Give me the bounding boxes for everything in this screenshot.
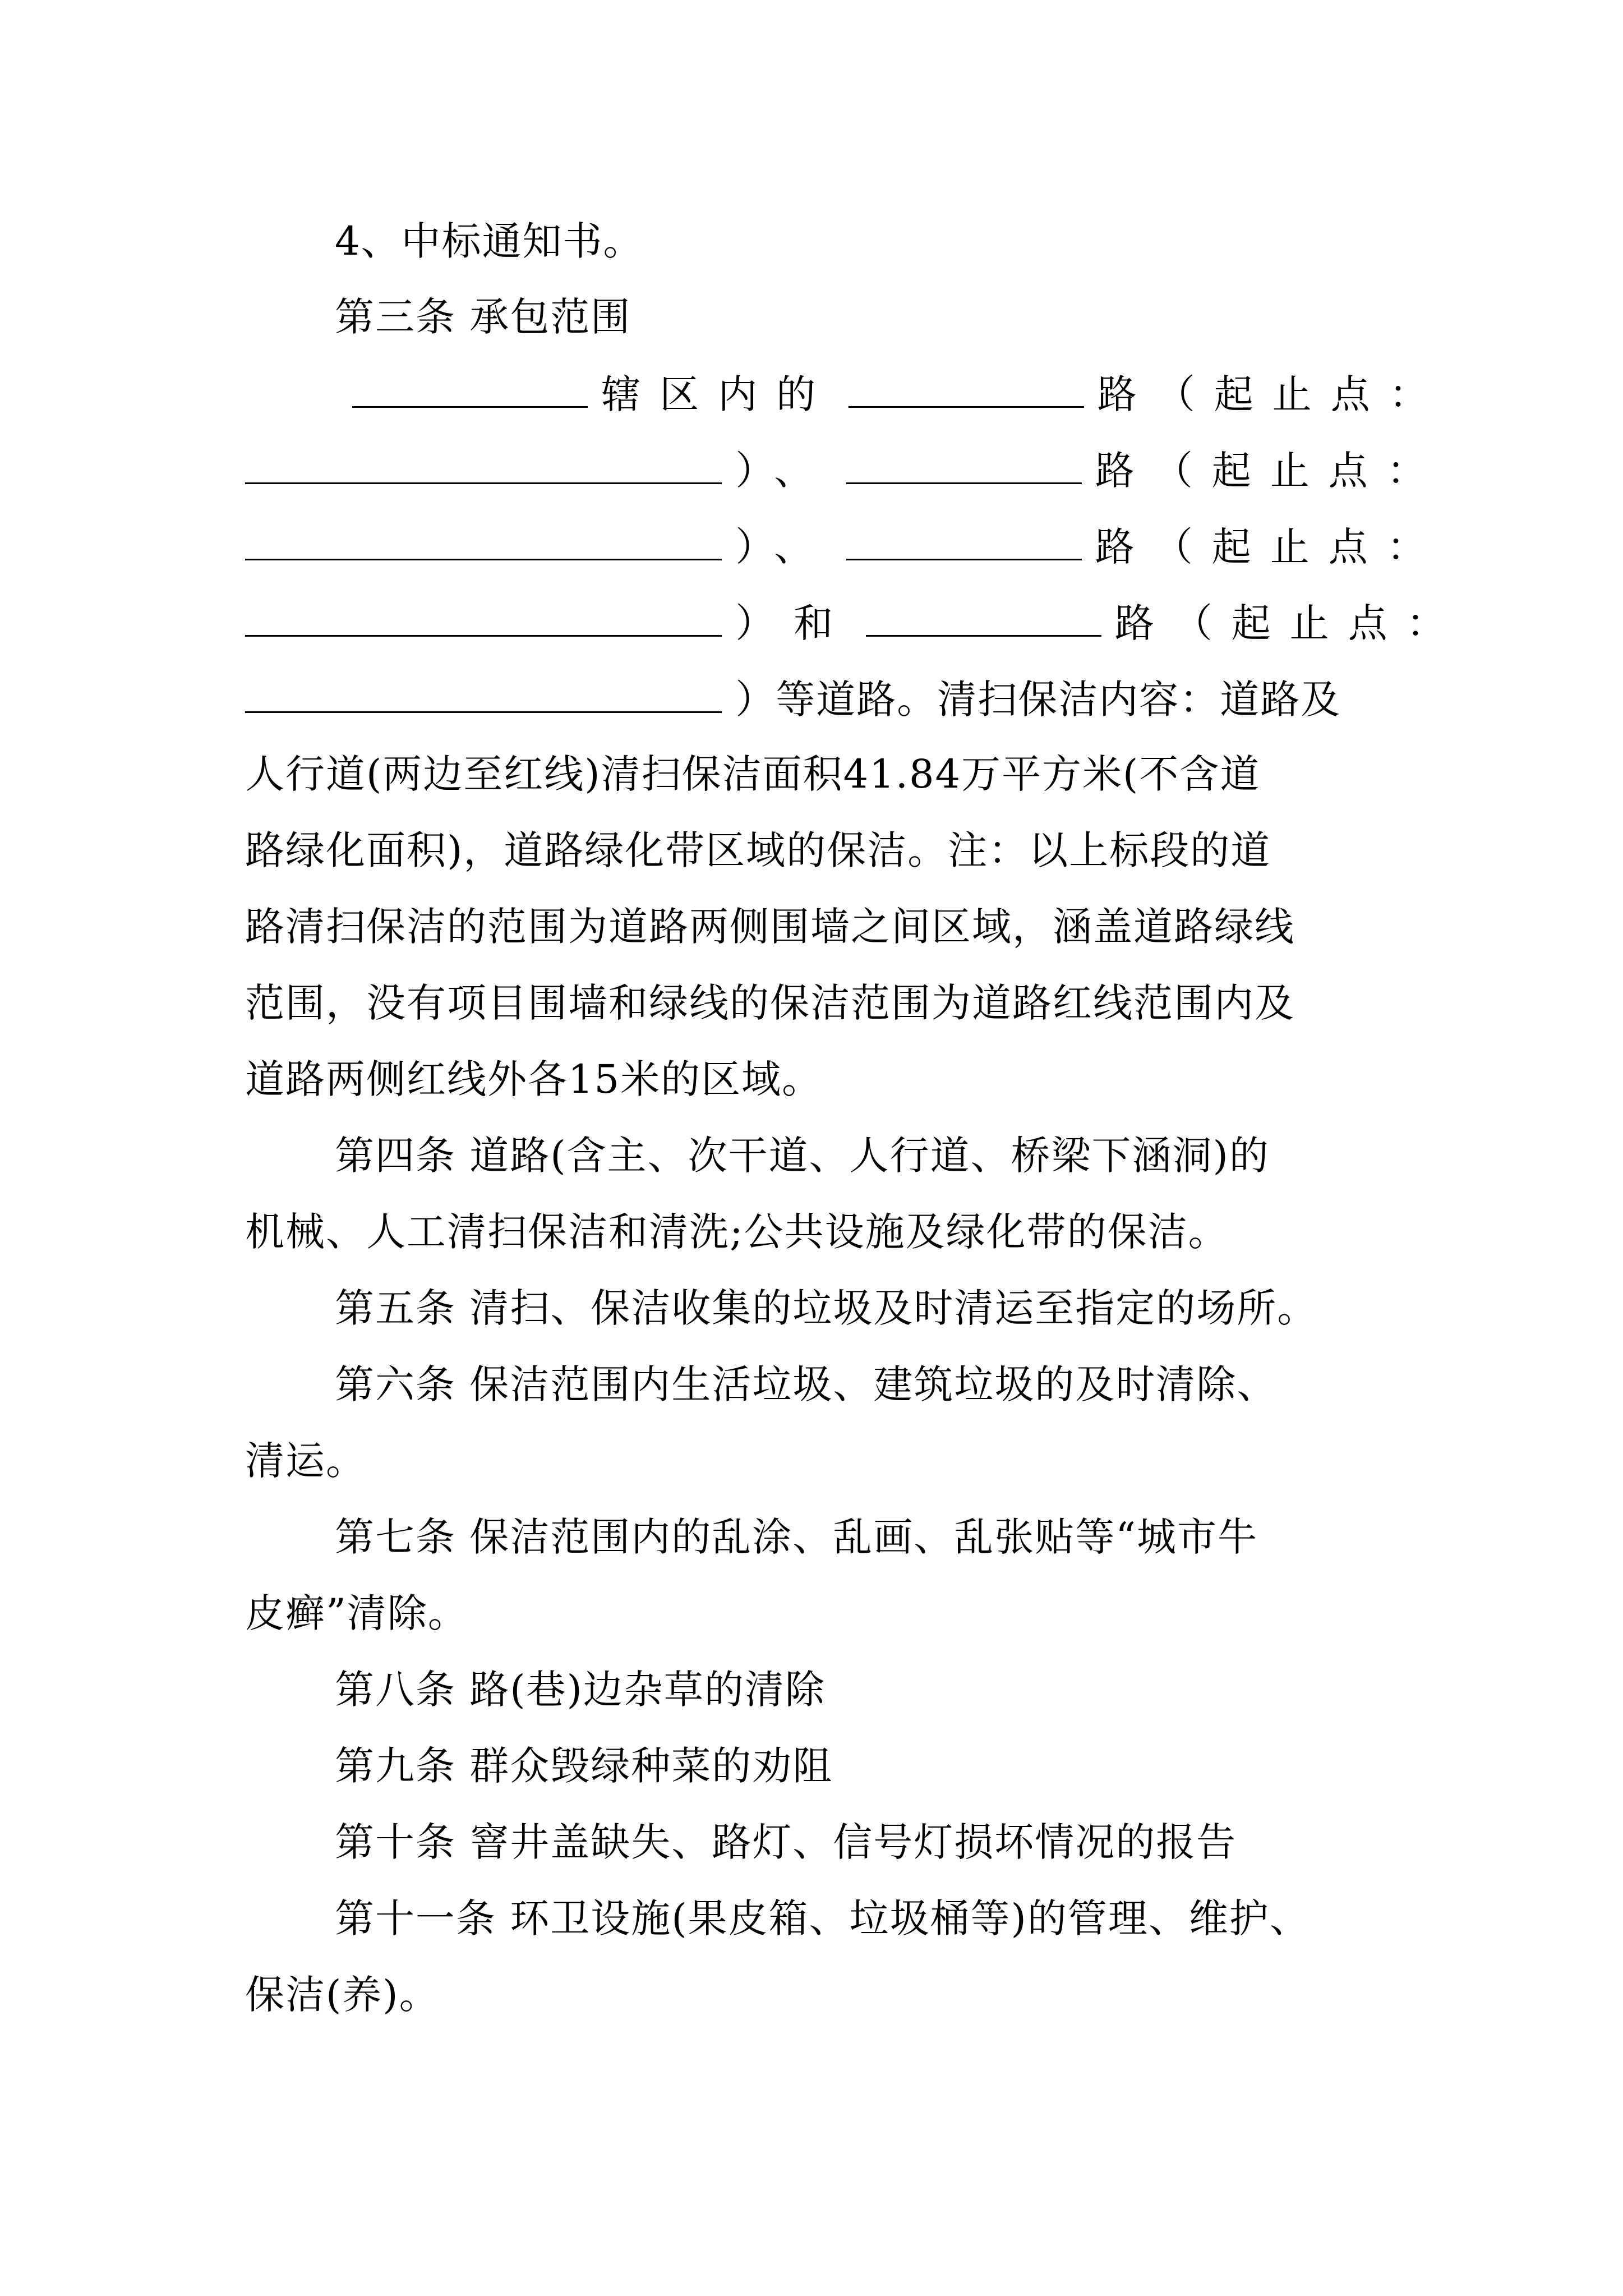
item-4: 4、中标通知书。 [335, 218, 644, 264]
article-6-line-1: 第六条 保洁范围内生活垃圾、建筑垃圾的及时清除、 [335, 1361, 1278, 1407]
road-text-3: 路（起止点： [1095, 524, 1445, 570]
separator-1: ）、 [735, 448, 833, 494]
scope-text-line: 路清扫保洁的范围为道路两侧围墙之间区域，涵盖道路绿线 [245, 904, 1295, 950]
scope-text-line: 道路两侧红线外各15米的区域。 [245, 1056, 823, 1102]
road-text-4: 路（起止点： [1114, 600, 1465, 646]
article-8: 第八条 路(巷)边杂草的清除 [335, 1667, 826, 1713]
scope-text-line: 范围，没有项目围墙和绿线的保洁范围为道路红线范围内及 [245, 980, 1295, 1026]
scope-text-1: 辖区内的 [601, 371, 835, 417]
road-blank-3 [846, 517, 1082, 560]
scope-text-line: 路绿化面积)，道路绿化带区域的保洁。注：以上标段的道 [245, 827, 1271, 873]
endpoints-blank-1 [245, 441, 722, 484]
article-4-line-2: 机械、人工清扫保洁和清洗;公共设施及绿化带的保洁。 [245, 1209, 1229, 1255]
scope-text-2: 路（起止点： [1097, 371, 1447, 417]
article-7-line-2: 皮癣”清除。 [245, 1590, 468, 1636]
scope-tail: ）等道路。清扫保洁内容：道路及 [735, 677, 1341, 723]
scope-line-1 [352, 365, 1447, 422]
road-blank-2 [846, 441, 1082, 484]
scope-line-3 [245, 517, 1445, 575]
article-4-line-1: 第四条 道路(含主、次干道、人行道、桥梁下涵洞)的 [335, 1133, 1270, 1179]
endpoints-blank-3 [245, 593, 722, 637]
article-5: 第五条 清扫、保洁收集的垃圾及时清运至指定的场所。 [335, 1285, 1318, 1331]
endpoints-blank-4 [245, 670, 722, 713]
article-10: 第十条 窨井盖缺失、路灯、信号灯损坏情况的报告 [335, 1819, 1237, 1865]
scope-line-4 [245, 593, 1465, 651]
article-11-line-1: 第十一条 环卫设施(果皮箱、垃圾桶等)的管理、维护、 [335, 1895, 1310, 1941]
district-blank [352, 365, 588, 408]
road-blank-4 [866, 593, 1101, 637]
endpoints-blank-2 [245, 517, 722, 560]
road-blank-1 [849, 365, 1084, 408]
article-3-title: 第三条 承包范围 [335, 294, 631, 340]
article-9: 第九条 群众毁绿种菜的劝阻 [335, 1743, 833, 1789]
article-11-line-2: 保洁(养)。 [245, 1972, 440, 2018]
road-text-2: 路（起止点： [1095, 448, 1445, 494]
scope-line-5 [245, 670, 1341, 728]
separator-2: ）、 [735, 524, 833, 570]
separator-3: ）和 [735, 600, 852, 646]
scope-text-line: 人行道(两边至红线)清扫保洁面积41.84万平方米(不含道 [245, 751, 1261, 797]
scope-line-2 [245, 441, 1445, 499]
article-7-line-1: 第七条 保洁范围内的乱涂、乱画、乱张贴等“城市牛 [335, 1514, 1258, 1560]
article-6-line-2: 清运。 [245, 1438, 366, 1484]
